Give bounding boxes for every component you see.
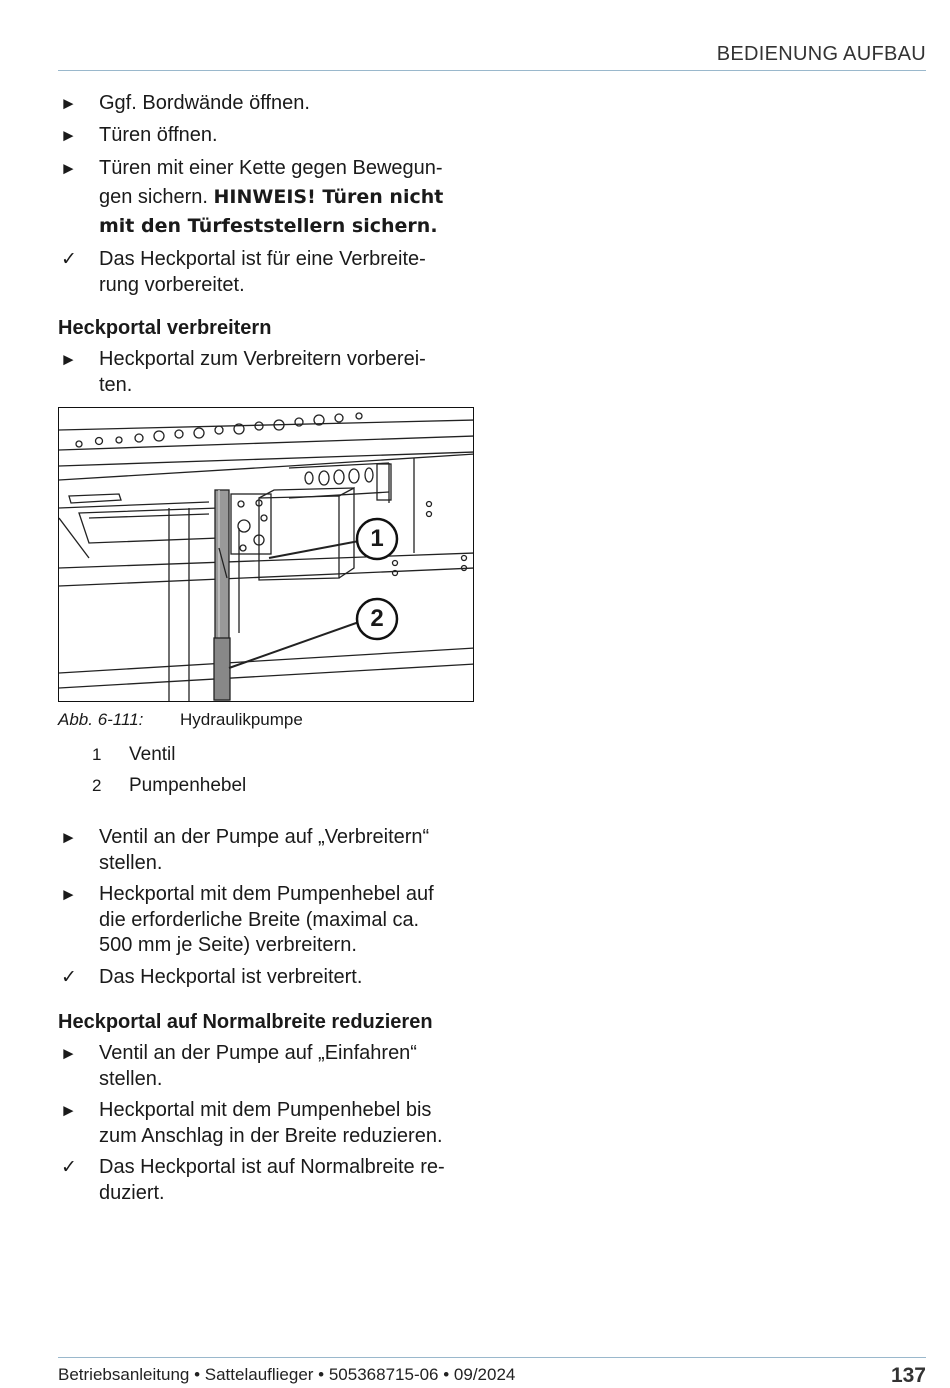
step-arrow-icon: ► — [60, 1044, 77, 1063]
intro-steps — [58, 91, 476, 298]
legend-item — [92, 744, 175, 766]
pump-drawing — [59, 408, 474, 702]
hydraulic-pump-illustration — [58, 407, 474, 702]
step-text: zum Anschlag in der Breite reduzieren. — [99, 1124, 443, 1147]
callout-2-label: 2 — [370, 605, 384, 632]
list-item — [58, 1155, 476, 1206]
list-item — [58, 347, 476, 398]
section2-steps — [58, 1041, 476, 1206]
step-arrow-icon: ► — [60, 159, 77, 178]
step-arrow-icon: ► — [60, 350, 77, 369]
list-item — [58, 965, 476, 991]
step-arrow-icon: ► — [60, 1101, 77, 1120]
list-item — [58, 1041, 476, 1092]
step-text: Ggf. Bordwände öffnen. — [99, 92, 310, 114]
callout-1-label: 1 — [370, 525, 384, 552]
step-text: Türen mit einer Kette gegen Bewegun- — [99, 157, 443, 179]
step-text: stellen. — [99, 851, 163, 874]
section-heading: Heckportal auf Normalbreite reduzieren — [58, 1011, 433, 1033]
list-item — [58, 247, 476, 298]
section-heading: Heckportal verbreitern — [58, 317, 272, 339]
step-text: Heckportal mit dem Pumpenhebel bis — [99, 1099, 432, 1121]
step-text: Ventil an der Pumpe auf „Einfahren“ — [99, 1042, 417, 1064]
step-text: Türen öffnen. — [99, 123, 218, 146]
step-text: Heckportal zum Verbreitern vorberei- — [99, 348, 426, 370]
list-item — [58, 1098, 476, 1149]
result-text: duziert. — [99, 1181, 165, 1204]
step-text: gen sichern. — [99, 186, 214, 208]
step-arrow-icon: ► — [60, 828, 77, 847]
legend-item — [92, 775, 246, 797]
notice-text: HINWEIS! Türen nicht mit den Türfeststellern sichern. — [99, 186, 444, 237]
list-item — [58, 91, 476, 117]
legend-label: Pumpenhebel — [129, 775, 247, 796]
step-text: stellen. — [99, 1067, 163, 1090]
result-text: Das Heckportal ist für eine Verbreite- — [99, 248, 426, 270]
list-item — [58, 825, 476, 876]
step-text: 500 mm je Seite) verbreitern. — [99, 934, 357, 956]
page-number: 137 — [890, 1364, 926, 1387]
figure-number: Abb. 6-111: — [58, 710, 144, 729]
step-text: ten. — [99, 373, 133, 396]
check-icon: ✓ — [61, 249, 77, 270]
step-text: die erforderliche Breite (maximal ca. — [99, 908, 420, 931]
running-header: BEDIENUNG AUFBAU — [716, 43, 926, 65]
result-text: Das Heckportal ist verbreitert. — [99, 965, 363, 988]
figure-caption — [58, 710, 303, 730]
step-arrow-icon: ► — [60, 94, 77, 113]
check-icon: ✓ — [61, 1157, 77, 1178]
result-text: rung vorbereitet. — [99, 273, 245, 296]
figure-title: Hydraulikpumpe — [180, 710, 303, 729]
legend-number: 1 — [92, 745, 102, 764]
footer-rule — [58, 1357, 926, 1358]
section1-prep-step — [58, 347, 476, 398]
step-arrow-icon: ► — [60, 885, 77, 904]
section1-steps — [58, 825, 476, 990]
check-icon: ✓ — [61, 966, 77, 988]
header-rule — [58, 70, 926, 71]
list-item — [58, 154, 476, 241]
legend-number: 2 — [92, 776, 102, 795]
list-item — [58, 123, 476, 149]
footer-document-info: Betriebsanleitung • Sattelauflieger • 505368715-06 • 09/2024 — [58, 1365, 516, 1384]
step-text: Heckportal mit dem Pumpenhebel auf — [99, 883, 434, 905]
legend-label: Ventil — [129, 744, 176, 765]
step-arrow-icon: ► — [60, 125, 77, 145]
step-text: Ventil an der Pumpe auf „Verbreitern“ — [99, 826, 430, 848]
list-item — [58, 882, 476, 959]
result-text: Das Heckportal ist auf Normalbreite re- — [99, 1156, 445, 1178]
